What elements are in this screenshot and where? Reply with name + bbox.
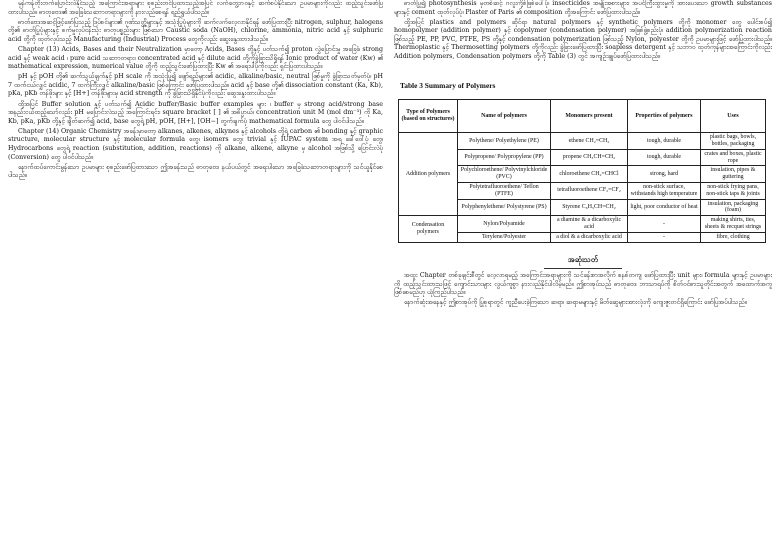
table-cell: fibre, clothing (701, 232, 766, 242)
left-paragraph: ဓာတ်ဗေဒအဆင့်ဖြင့်ဖော်ပြသည့် ဒြပ်စင်များ၏ ဂုဏ်သတ္တိများနှင့် အသုံးပြုပုံများကို ဆက်လက်လေ့လာနိုင်ရန် ဖော်ပြထားပြီး nitrogen, sulphur, halogens တို့၏ ဓာတ်ပြုပုံများနှင့် စက်မှုလုပ်ငန်းသုံး ဓာတုပစ္စည်းများ ဖြစ်သော Caustic soda (NaOH), chlorine, ammonia, nitric acid နှင့် sulphuric acid တို့ကို ထုတ်လုပ်သည့် Manufacturing (Industrial) Process တွေကိုလည်း ဆွေးနွေးထားပါသည်။ (8, 18, 383, 43)
table-row (399, 216, 766, 233)
table-cell: making shirts, ties, sheets & recquet strings (701, 216, 766, 233)
table-cell: non-stick surface, withstands high temperature (628, 183, 701, 200)
table-header-row (399, 100, 766, 133)
column-header: Uses (701, 100, 766, 133)
table-cell: chloroethene CH₂=CHCl (551, 166, 628, 183)
table-title: Table 3 Summary of Polymers (400, 80, 496, 90)
table-cell: Styrene C₆H₅CH=CH₂ (551, 199, 628, 216)
table-cell: tough, durable (628, 133, 701, 150)
table-cell: Nylon/Polyamide (458, 216, 551, 233)
table-cell: plastic bags, bowls, bottles, packaging (701, 133, 766, 150)
column-header: Properties of polymers (628, 100, 701, 133)
table-cell: insulation, pipes & guttering (701, 166, 766, 183)
table-cell: tough, durable (628, 149, 701, 166)
table-cell: Polychloroethene/ Polyvinylchloride (PVC) (458, 166, 551, 183)
polymer-type-cell: Condensation polymers (399, 216, 458, 242)
column-header: Type of Polymers (based on structures) (399, 100, 458, 133)
left-paragraph: မှန်ကန်တိုးတက်ပြောင်းလဲနိုင်သည့် အကြောင်းအရာများ စုစည်းတင်ပြထားသည့်အပြင် လက်တွေ့ဘဝနှင့် ဆက်စပ်နိုင်သော ဥပမာများကိုလည်း ထည့်သွင်းဖော်ပြထားပါသည်။ ဓာတုဗေဒ၏ အခြေခံသဘောတရားများကို နားလည်စေရန် ရည်ရွယ်ပါသည်။ (8, 0, 383, 16)
table-cell: non-stick frying pans, non-stick taps & joints (701, 183, 766, 200)
polymer-type-cell: Addition polymers (399, 133, 458, 216)
table-cell: Polypropene/ Polypropylene (PP) (458, 149, 551, 166)
right-column (394, 0, 772, 308)
table-cell: crates and boxes, plastic rope (701, 149, 766, 166)
conclusion-heading: အဆုံးသတ် (567, 254, 599, 264)
left-paragraph: Chapter (14) Organic Chemistry အခန်းမှာတော့ alkanes, alkenes, alkynes နှင့် alcohols တို့ရဲ့ carbon ၏ bonding နှင့် graphic structure, molecular structure နှင့် molecular formula တွေ၊ isomers တွေ၊ trivial နှင့် IUPAC system အရ ခေါ်ဝေါ်ပုံ တွေ၊ Hydrocarbons တွေရဲ့ reaction (substitution, addition, reactions) ကို alkane, alkene, alkyne မှ alcohol အဖြစ်သို့ ပြောင်းလဲပုံ (Conversion) တွေ ပါဝင်ပါသည်။ (8, 127, 383, 161)
table-cell: strong, hard (628, 166, 701, 183)
table-cell: tetrafluoroethene CF₂=CF₂ (551, 183, 628, 200)
table-row (399, 133, 766, 150)
table-cell: Polytetrafluoroethene/ Teflon (PTFE) (458, 183, 551, 200)
left-paragraph: နောက်ထပ်ကောင်းမွန်သော ဥပမာများ စုစည်းဖော်ပြထားသော ဤအခန်းသည် ဓာတုဗေဒ နယ်ပယ်တွင် အရေးပါသော အခြေခံသဘောတရားများကို သင်ယူနိုင်စေပါသည်။ (8, 163, 383, 180)
left-paragraph: Chapter (13) Acids, Bases and their Neutralization မှာတော့ Acids, Bases တို့နှင့် ပတ်သက်၍ proton လွှဲပြောင်းမှု အခြေခံ strong acid နှင့် weak acid ၊ pure acid သဘောတရား၊ concentrated acid နှင့် dilute acid တို့ကိုခွဲခြားသိရှိရန် Ionic product of water (Kw) ၏ mathematical expression, numerical value တို့ကို ထည့်သွင်းဖော်ပြထားပြီး Kw ၏ အရေးပါပုံကိုလည်း ရှင်းပြထားပါသည်။ (8, 45, 383, 71)
heading-underline (544, 268, 622, 269)
right-paragraph: အထူး Chapter တစ်ခုချင်းစီတွင် လေ့လာရမည့် အကြောင်းအရာများကို သင်ခန်းစာအလိုက် စနစ်တကျ ဖော်ပြထားပြီး unit များ၊ formula များနှင့် ဥပမာများကို ထည့်သွင်းထားသဖြင့် ကျောင်းသားများ လွယ်ကူစွာ နားလည်နိုင်ပါလိမ့်မည်။ ဤစာအုပ်သည် ဓာတုဗေဒ ဘာသာရပ်ကို စိတ်ဝင်စားသူတိုင်းအတွက် အထောက်အကူ ဖြစ်စေမည်ဟု ယုံကြည်ပါသည်။ (394, 272, 772, 297)
left-column (8, 0, 383, 181)
table-cell: Polyphenylethene/ Polystyrene (PS) (458, 199, 551, 216)
table-cell: - (628, 232, 701, 242)
table-cell: - (628, 216, 701, 233)
table-cell: Polythene/ Polyethylene (PE) (458, 133, 551, 150)
table-cell: propene CH₃CH=CH₂ (551, 149, 628, 166)
right-paragraph: နောက်ဆုံးအနေနှင့် ဤစာအုပ်ကို ပြုစုရာတွင် ကူညီပေးခဲ့ကြသော ဆရာ၊ ဆရာမများနှင့် မိတ်ဆွေများအားလုံးကို ကျေးဇူးတင်ရှိကြောင်း ဖော်ပြအပ်ပါသည်။ (404, 299, 747, 307)
table-cell: insulation, packaging (foam) (701, 199, 766, 216)
left-paragraph: pH နှင့် pOH တို့၏ ဆက်သွယ်ချက်နှင့် pH scale ကို အသုံးပြု၍ ဖျော်ရည်များ၏ acidic, alkaline/basic, neutral ဖြစ်မှုကို ခွဲခြားသတ်မှတ်ပုံ၊ pH 7 ထက်ငယ်လျှင် acidic, 7 ထက်ကြီးလျှင် alkaline/basic ဖြစ်ကြောင်း ဖော်ပြထားပါသည်။ acid နှင့် base တို့၏ dissociation constant (Ka, Kb), pKa, pKb တန်ဖိုးများ နှင့် [H+] တန်ဖိုးများမှ acid strength ကို ခွဲခြားသိရှိနိုင်ပုံကိုလည်း ဆွေးနွေးထားပါသည်။ (8, 73, 383, 98)
table-cell: Terylene/Polyester (458, 232, 551, 242)
right-paragraph: ဓာတ်ပြု၍ photosynthesis မှတစ်ဆင့် ဂလူးကို့စ်ဖြစ်ပေါ်ပုံ၊ insecticides အမျိုးအစားများ၊ အပင်ကြီးထွားမှုကို အားပေးသော growth substances များနှင့် cement ထုတ်လုပ်ပုံ၊ Plaster of Paris ၏ composition တို့အကြောင်း ဖော်ပြထားပါသည်။ (394, 0, 772, 16)
column-header: Monomers present (551, 100, 628, 133)
table-cell: ethene CH₂=CH₂ (551, 133, 628, 150)
table-cell: a diol & a dicarboxylic acid (551, 232, 628, 242)
polymer-summary-table (398, 99, 766, 242)
table-cell: a diamine & a dicarboxylic acid (551, 216, 628, 233)
left-paragraph: ထို့အပြင် Buffer solution နှင့် ပတ်သက်၍ Acidic buffer/Basic buffer examples များ ၊ buffer မှ strong acid/strong base အနည်းငယ်ထည့်သော်လည်း pH မပြောင်းလဲသည့် အကြောင်းရင်း၊ square bracket [ ] ၏ အဓိပ္ပာယ်၊ concentration unit M (mol dm⁻³) ကို Ka, Kb, pKa, pKb တို့နှင့် ချိတ်ဆက်၍ acid, base တွေရဲ့ pH, pOH, [H+], [OH−] တွက်ချက်ပုံ mathematical formula တွေ ပါဝင်ပါသည်။ (8, 100, 383, 125)
column-header: Name of polymers (458, 100, 551, 133)
right-paragraph: ထို့အပြင် plastics and polymers ဆိုင်ရာ natural polymers နှင့် synthetic polymers တို့ကို monomer တွေ ပေါင်းစပ်၍ homopolymer (addition polymer) နှင့် copolymer (condensation polymer) အဖြစ်ဖွဲ့စည်းပုံ၊ addition polymerization reaction ဖြစ်သည့် PE, PP, PVC, PTFE, PS တို့နှင့် condensation polymerization ဖြစ်သည့် Nylon, polyester တို့ကို ဥပမာများဖြင့် ဖော်ပြထားပါသည်။ Thermoplastic နှင့် Thermosetting polymers တို့ကိုလည်း ခွဲခြားဖော်ပြထားပြီး soapless detergent နှင့် သဘာဝ ထုတ်ကုန်များအကြောင်းကိုလည်း Addition polymers, Condensation polymers တို့ကို Table (3) တွင် အကျဉ်းချုပ်ဖော်ပြထားပါသည်။ (394, 18, 772, 61)
table-cell: light, poor conductor of heat (628, 199, 701, 216)
